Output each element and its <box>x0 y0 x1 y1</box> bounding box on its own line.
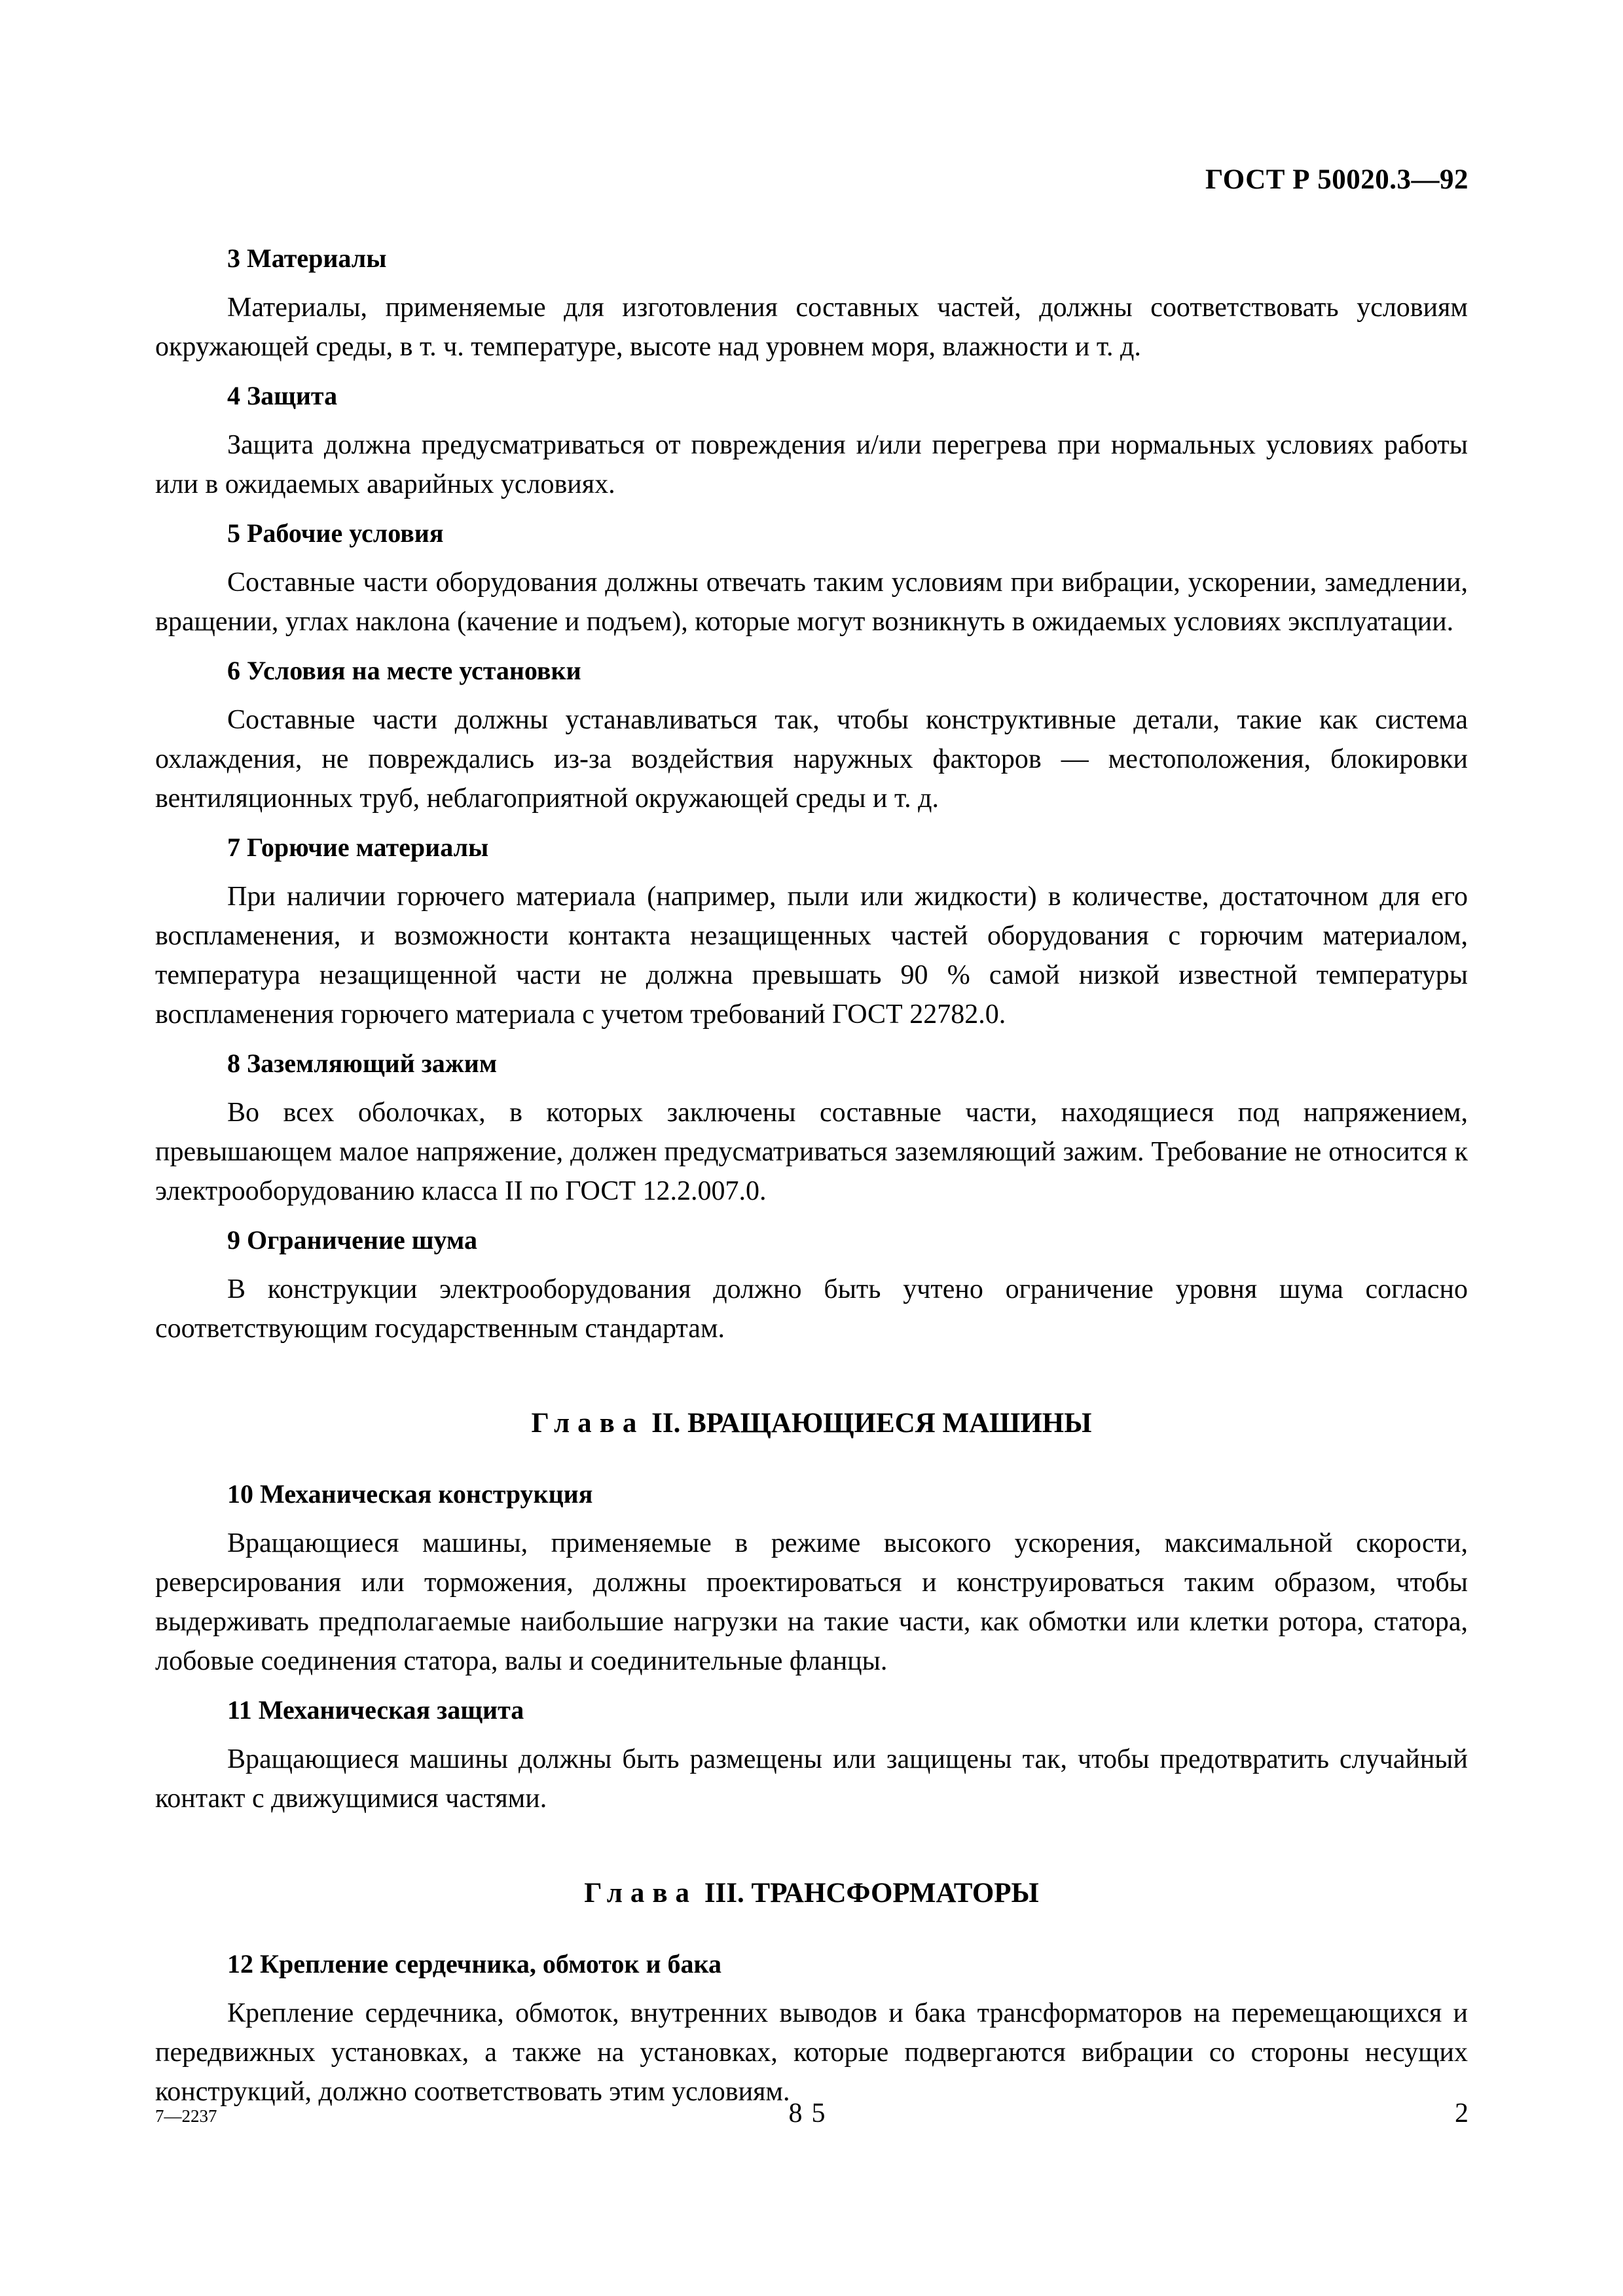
chapter-title <box>155 1872 1468 1915</box>
document-body <box>155 237 1468 2119</box>
sheet-number: 85 <box>788 2098 835 2128</box>
section-heading: 6 Условия на месте установки <box>227 656 581 685</box>
page-number: 2 <box>1455 2098 1468 2128</box>
section-heading: 11 Механическая защита <box>227 1695 524 1725</box>
document-code: ГОСТ Р 50020.3—92 <box>1205 164 1468 195</box>
chapter-name: II. ВРАЩАЮЩИЕСЯ МАШИНЫ <box>651 1408 1092 1439</box>
section-text: Составные части оборудования должны отвечать таким условиям при вибрации, ускорении, замедлении, вращении, углах наклона (качение и подъем), которые могут возникнуть в ожидаемых условиях эксплуатации. <box>155 567 1468 637</box>
section-heading: 10 Механическая конструкция <box>227 1479 593 1509</box>
section <box>155 826 1468 1034</box>
section-text: При наличии горючего материала (например, пыли или жидкости) в количестве, достаточном для его воспламенения, и возможности контакта незащищенных частей оборудования с горючим материалом, температура незащищенной части не должна превышать 90 % самой низкой известной температуры воспламенения горючего материала с учетом требований ГОСТ 22782.0. <box>155 882 1468 1030</box>
section <box>155 649 1468 818</box>
section-text: Материалы, применяемые для изготовления составных частей, должны соответствовать условиям окружающей среды, в т. ч. температуре, высоте над уровнем моря, влажности и т. д. <box>155 293 1468 362</box>
section-text: Вращающиеся машины должны быть размещены или защищены так, чтобы предотвратить случайный контакт с движущимися частями. <box>155 1744 1468 1814</box>
section-text: В конструкции электрооборудования должно быть учтено ограничение уровня шума согласно соответствующим государственным стандартам. <box>155 1274 1468 1344</box>
chapter-prefix: Глава <box>584 1878 698 1909</box>
chapter-name: III. ТРАНСФОРМАТОРЫ <box>704 1878 1039 1909</box>
section <box>155 1042 1468 1211</box>
section <box>155 512 1468 641</box>
section <box>155 1473 1468 1681</box>
section-text: Во всех оболочках, в которых заключены составные части, находящиеся под напряжением, превышающем малое напряжение, должен предусматриваться заземляющий зажим. Требование не относится к электрооборудованию класса II по ГОСТ 12.2.007.0. <box>155 1098 1468 1206</box>
section-text: Защита должна предусматриваться от повреждения и/или перегрева при нормальных условиях работы или в ожидаемых аварийных условиях. <box>155 430 1468 499</box>
section <box>155 374 1468 504</box>
section-text: Вращающиеся машины, применяемые в режиме высокого ускорения, максимальной скорости, реверсирования или торможения, должны проектироваться и конструироваться таким образом, чтобы выдерживать предполагаемые наибольшие нагрузки на такие части, как обмотки или клетки ротора, статора, лобовые соединения статора, валы и соединительные фланцы. <box>155 1528 1468 1676</box>
section-heading: 8 Заземляющий зажим <box>227 1049 498 1078</box>
section-text: Составные части должны устанавливаться так, чтобы конструктивные детали, такие как система охлаждения, не повреждались из-за воздействия наружных факторов — местоположения, блокировки вентиляционных труб, неблагоприятной окружающей среды и т. д. <box>155 705 1468 814</box>
section-heading: 3 Материалы <box>227 243 387 273</box>
chapter-prefix: Глава <box>531 1408 645 1439</box>
section-heading: 12 Крепление сердечника, обмоток и бака <box>227 1949 721 1979</box>
section <box>155 237 1468 367</box>
chapter-title <box>155 1402 1468 1445</box>
section-heading: 7 Горючие материалы <box>227 833 489 862</box>
section <box>155 1943 1468 2111</box>
section-heading: 9 Ограничение шума <box>227 1225 477 1255</box>
section-text: Крепление сердечника, обмоток, внутренних выводов и бака трансформаторов на перемещающихся и передвижных установках, а также на установках, которые подвергаются вибрации со стороны несущих конструкций, должно соответствовать этим условиям. <box>155 1998 1468 2107</box>
section-heading: 4 Защита <box>227 381 338 410</box>
print-order-number: 7—2237 <box>155 2106 217 2126</box>
section-heading: 5 Рабочие условия <box>227 518 444 548</box>
section <box>155 1219 1468 1348</box>
section <box>155 1689 1468 1818</box>
